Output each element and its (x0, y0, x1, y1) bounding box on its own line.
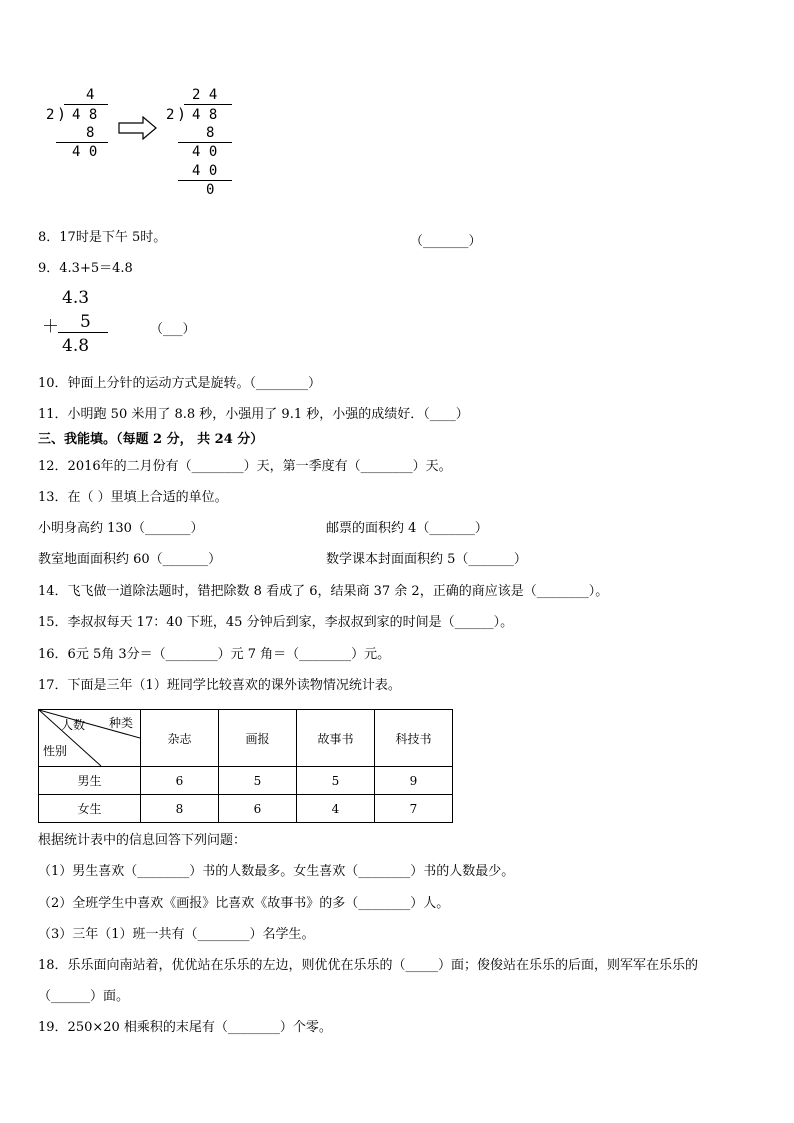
table-row (39, 767, 453, 795)
division1-step: 8 (86, 125, 95, 141)
division1-divisor: 2 (46, 107, 55, 123)
table-row (39, 795, 453, 823)
question-10-text[interactable]: 10．钟面上分针的运动方式是旋转。（________） (38, 376, 322, 391)
question-13: 13．在（ ）里填上合适的单位。 (38, 490, 228, 505)
division2-remainder: 0 (206, 182, 215, 198)
question-17-prompt: 根据统计表中的信息回答下列问题： (38, 833, 247, 848)
column-header: 科技书 (375, 710, 453, 767)
division1-remainder: 4 0 (72, 144, 98, 160)
statistics-table (38, 709, 453, 823)
question-11-text[interactable]: 11．小明跑 50 米用了 8.8 秒，小强用了 9.1 秒，小强的成绩好．（____） (38, 407, 469, 422)
question-13-item-height[interactable]: 小明身高约 130（_______） (38, 521, 204, 536)
table-cell: 5 (219, 767, 297, 795)
table-cell: 8 (141, 795, 219, 823)
question-16[interactable]: 16．6元 5角 3分＝（________）元 7 角＝（________）元。 (38, 647, 391, 662)
corner-label-type: 种类 (109, 716, 134, 730)
question-17: 17．下面是三年（1）班同学比较喜欢的课外读物情况统计表。 (38, 678, 401, 693)
division1-dividend: 4 8 (72, 107, 98, 123)
table-corner-cell (39, 710, 141, 767)
question-17-sub-1[interactable]: （1）男生喜欢（________）书的人数最多。女生喜欢（________）书的人数最少。 (38, 864, 515, 879)
question-14[interactable]: 14．飞飞做一道除法题时，错把除数 8 看成了 6，结果商 37 余 2，正确的商应该是（________）。 (38, 584, 609, 599)
question-17-sub-2[interactable]: （2）全班学生中喜欢《画报》比喜欢《故事书》的多（________）人。 (38, 896, 450, 911)
question-8-answer-blank[interactable]: （_______） (410, 234, 482, 249)
question-18-line-2[interactable]: （______）面。 (38, 989, 130, 1004)
division2-step2: 4 0 (192, 144, 218, 160)
question-18-line-1[interactable]: 18．乐乐面向南站着，优优站在乐乐的左边，则优优在乐乐的（_____）面；俊俊站在乐乐的后面，则军军在乐乐的 (38, 958, 699, 973)
division1-subtract-line (56, 142, 108, 143)
table-cell: 6 (219, 795, 297, 823)
division1-quotient: 4 (86, 87, 95, 103)
addition-line (58, 332, 108, 333)
addition-top-number: 4.3 (62, 288, 90, 308)
table-cell: 9 (375, 767, 453, 795)
table-header-row (39, 710, 453, 767)
addition-addend: 5 (80, 312, 91, 332)
division2-step1: 8 (206, 125, 215, 141)
question-19[interactable]: 19．250×20 相乘积的末尾有（________）个零。 (38, 1020, 332, 1035)
section-3-title: 三、我能填。（每题 2 分， 共 24 分） (38, 432, 264, 447)
column-header: 杂志 (141, 710, 219, 767)
table-cell: 6 (141, 767, 219, 795)
column-header: 画报 (219, 710, 297, 767)
column-header: 故事书 (297, 710, 375, 767)
division2-bar (184, 104, 232, 105)
right-arrow-icon (118, 116, 158, 140)
division2-line1 (178, 142, 232, 143)
division2-dividend: 4 8 (192, 107, 218, 123)
table-cell: 4 (297, 795, 375, 823)
question-15[interactable]: 15．李叔叔每天 17：40 下班，45 分钟后到家，李叔叔到家的时间是（______）。 (38, 615, 514, 630)
question-13-item-classroom[interactable]: 教室地面面积约 60（_______） (38, 552, 222, 567)
plus-sign: ＋ (42, 317, 59, 337)
table-cell: 5 (297, 767, 375, 795)
row-label: 女生 (39, 795, 141, 823)
division-bracket: ) (57, 105, 67, 123)
corner-label-gender: 性别 (43, 744, 68, 758)
question-8-text: 8．17时是下午 5时。 (38, 230, 167, 245)
question-9-answer-blank[interactable]: （___） (150, 322, 196, 337)
row-label: 男生 (39, 767, 141, 795)
division2-step3: 4 0 (192, 163, 218, 179)
division2-divisor: 2 (166, 107, 175, 123)
table-cell: 7 (375, 795, 453, 823)
question-8 (38, 230, 166, 246)
question-12[interactable]: 12．2016年的二月份有（________）天，第一季度有（________）天。 (38, 459, 452, 474)
question-17-sub-3[interactable]: （3）三年（1）班一共有（________）名学生。 (38, 927, 315, 942)
addition-sum: 4.8 (62, 336, 90, 356)
division1-bar (64, 104, 108, 105)
question-13-item-stamp[interactable]: 邮票的面积约 4（_______） (326, 521, 488, 536)
division2-line2 (178, 180, 232, 181)
division2-quotient: 2 4 (192, 87, 218, 103)
question-13-item-book-cover[interactable]: 数学课本封面面积约 5（_______） (326, 552, 527, 567)
question-10 (38, 376, 321, 392)
question-9-text: 9．4.3+5＝4.8 (38, 261, 133, 276)
corner-label-count: 人数 (61, 718, 86, 732)
question-9 (38, 261, 133, 277)
question-11 (38, 407, 469, 423)
division-bracket: ) (177, 105, 187, 123)
